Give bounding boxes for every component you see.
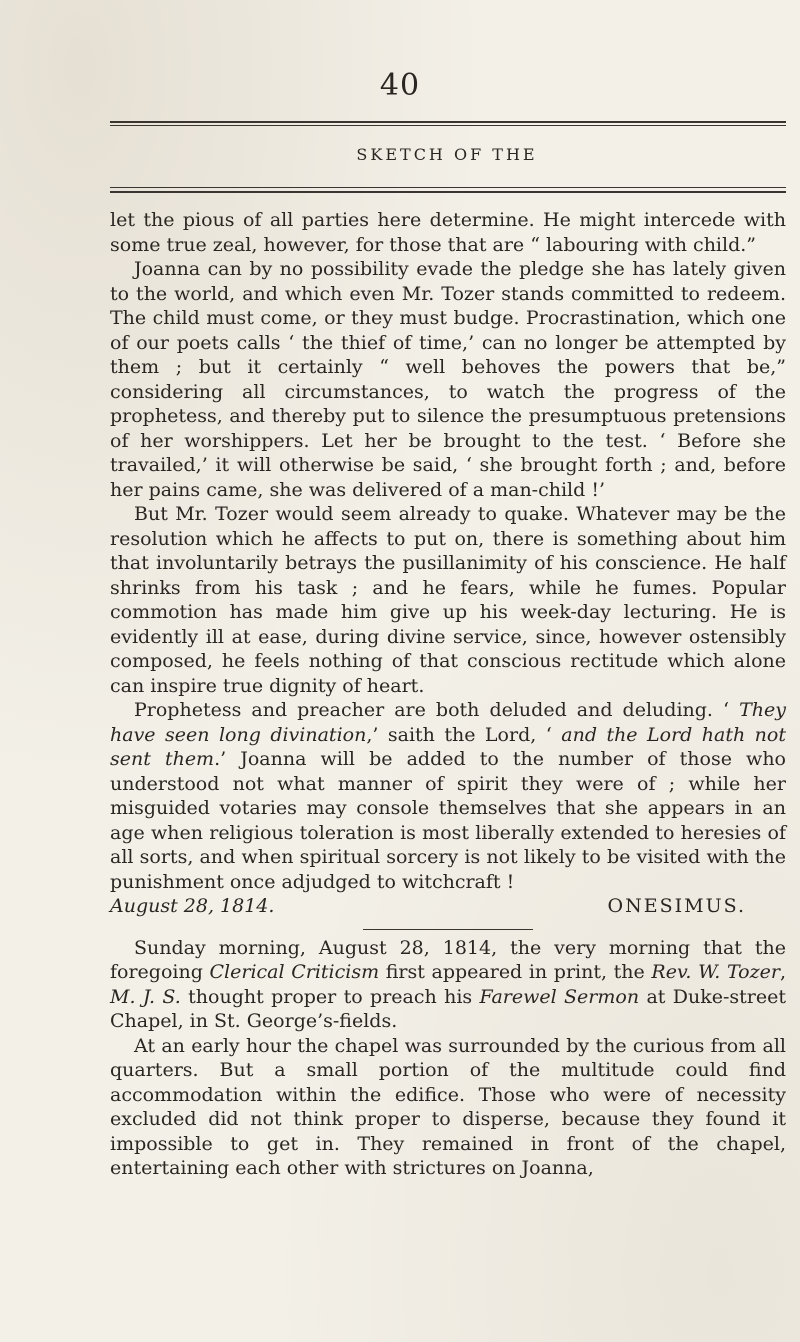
text-span: .’ Joanna will be added to the number of those who understood not what manner of spirit they were of ; while her misguided votaries may console themselves that she appears in an age when religious toleration is most liberally extended to heresies of all sorts, and when spiritual sorcery is not likely to be visited with the punishment once adjudged to witchcraft ! bbox=[110, 748, 786, 893]
italic-quote: They have seen long divination bbox=[110, 699, 786, 746]
text-span: ,’ saith the Lord, ‘ bbox=[366, 723, 562, 746]
text-span: Sunday morning, August 28, 1814, the very morning that the foregoing bbox=[110, 936, 786, 983]
header-rule-bottom-thin bbox=[110, 187, 786, 188]
italic-quote: and the Lord hath not sent them bbox=[110, 723, 786, 770]
paragraph-deluded bbox=[110, 698, 786, 894]
signature-line bbox=[110, 894, 786, 919]
italic-name: M. J. S. bbox=[110, 985, 181, 1008]
text-span: at Duke-street Chapel, in St. George’s-fields. bbox=[110, 985, 787, 1032]
paragraph-continuation: let the pious of all parties here determine. He might intercede with some true zeal, however, for those that are “ labouring with child.” bbox=[110, 209, 786, 256]
paragraph-tozer-quake: But Mr. Tozer would seem already to quake. Whatever may be the resolution which he affects to put on, there is something about him that involuntarily betrays the pusillanimity of his conscience. He half shrinks from his task ; and he fears, while he fumes. Popular commotion has made him give up his week-day lecturing. He is evidently ill at ease, during divine service, since, however ostensibly composed, he feels nothing of that conscious rectitude which alone can inspire true dignity of heart. bbox=[110, 503, 786, 697]
running-head: SKETCH OF THE bbox=[356, 145, 538, 164]
signature-name: ONESIMUS. bbox=[607, 895, 746, 917]
paragraph-sunday-morning bbox=[110, 936, 786, 1034]
page-number: 40 bbox=[379, 68, 421, 103]
header-rule-top bbox=[110, 121, 786, 123]
signature-date: August 28, 1814. bbox=[110, 895, 275, 917]
body-text bbox=[110, 208, 786, 1181]
header-rule-bottom bbox=[110, 191, 786, 193]
text-span: first appeared in print, the bbox=[379, 961, 652, 983]
text-span: thought proper to preach his bbox=[180, 985, 480, 1008]
paragraph-joanna-pledge: Joanna can by no possibility evade the pledge she has lately given to the world, and which even Mr. Tozer stands committed to redeem. The child must come, or they must budge. Procrastination, which one of our poets calls ‘ the thief of time,’ can no longer be attempted by them ; but it certainly “ well behoves the powers that be,” considering all circumstances, to watch the progress of the prophetess, and thereby put to silence the presumptuous pretensions of her worshippers. Let her be brought to the test. ‘ Before she travailed,’ it will otherwise be said, ‘ she brought forth ; and, before her pains came, she was delivered of a man-child !’ bbox=[110, 258, 786, 501]
italic-title: Farewel Sermon bbox=[479, 985, 640, 1008]
paragraph-chapel-crowd: At an early hour the chapel was surrounded by the curious from all quarters. But a small portion of the multitude could find accommodation within the edifice. Those who were of necessity excluded did not think proper to disperse, because they found it impossible to get in. They remained in front of the chapel, entertaining each other with strictures on Joanna, bbox=[110, 1034, 786, 1179]
italic-name: Rev. W. Tozer bbox=[651, 961, 780, 983]
section-divider bbox=[363, 929, 533, 930]
italic-title: Clerical Criticism bbox=[209, 961, 380, 983]
header-rule-top-thin bbox=[110, 125, 786, 126]
text-span: , bbox=[779, 961, 786, 983]
text-span: Prophetess and preacher are both deluded and deluding. ‘ bbox=[134, 699, 740, 721]
